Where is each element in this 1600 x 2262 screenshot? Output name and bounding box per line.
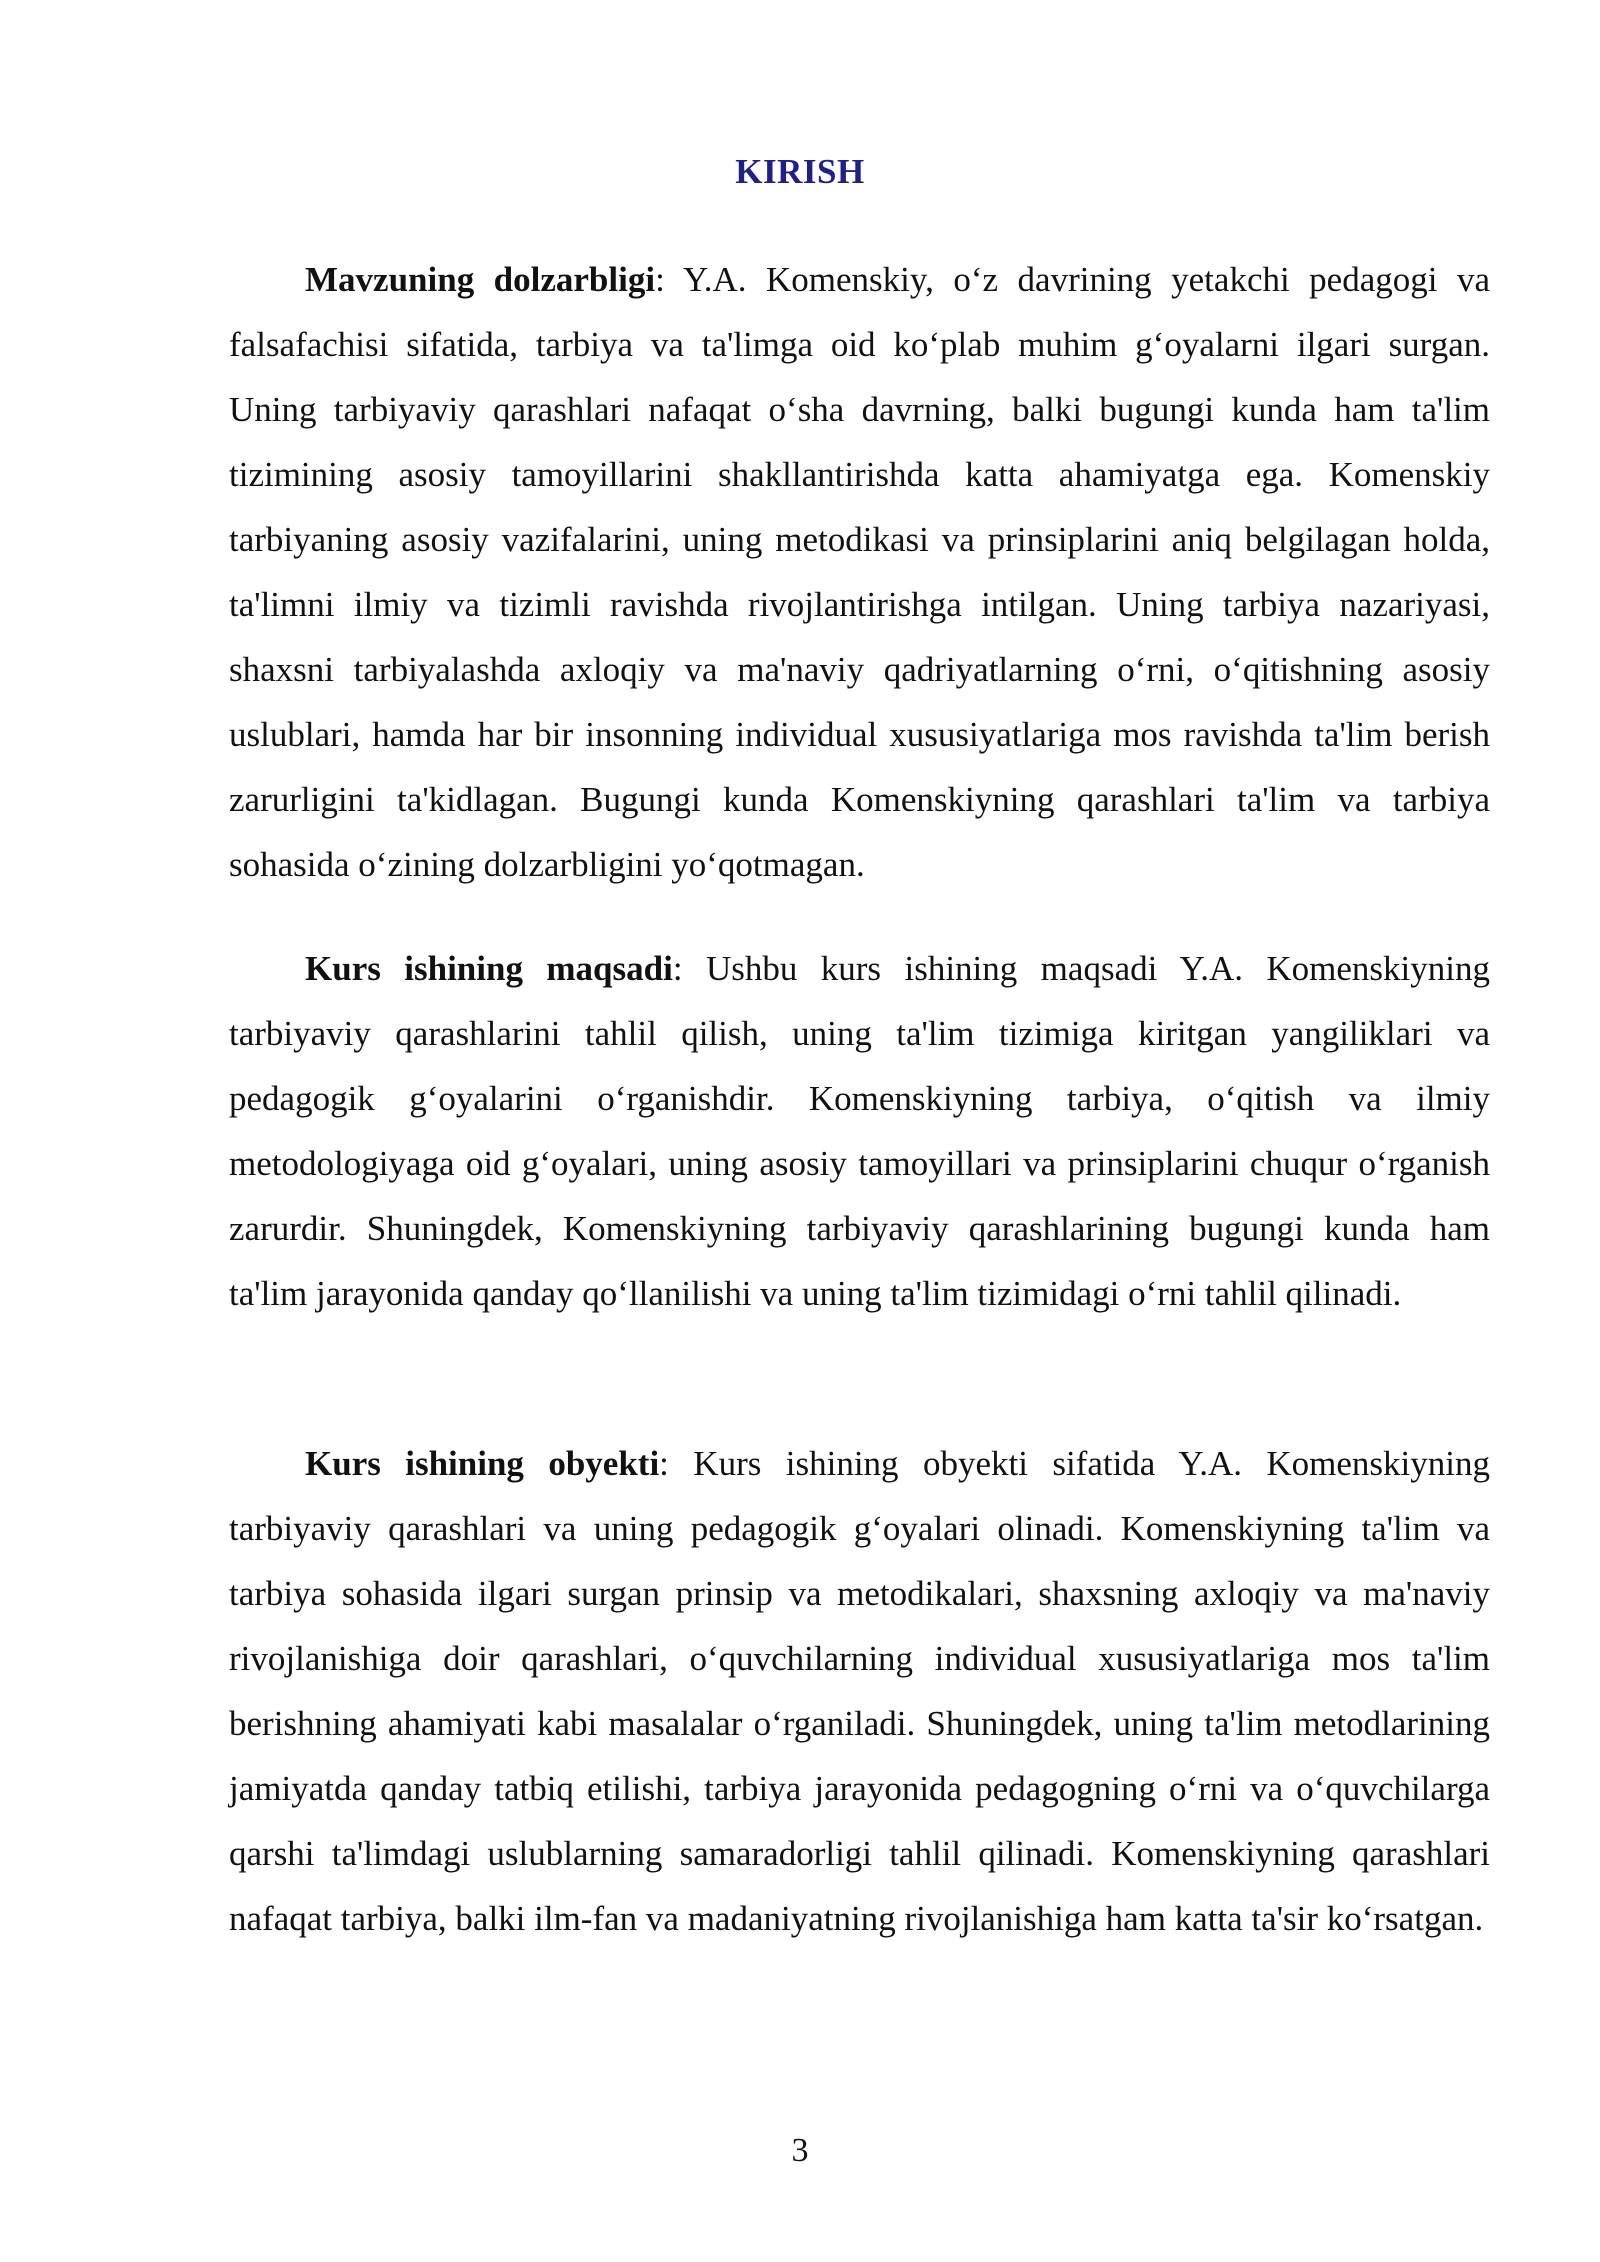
paragraph-separator: :	[655, 260, 665, 299]
page-number: 3	[791, 2132, 809, 2169]
paragraph-text: Ushbu kurs ishining maqsadi Y.A. Komenskiyning tarbiyaviy qarashlarini tahlil qilish, uning ta'lim tizimiga kiritgan yangiliklari va pedagogik g‘oyalarini o‘rganishdir. Komenskiyning tarbiya, o‘qitish va ilmiy metodologiyaga oid g‘oyalari, uning asosiy tamoyillari va prinsiplarini chuqur o‘rganish zarurdir. Shuningdek, Komenskiyning tarbiyaviy qarashlarining bugungi kunda ham ta'lim jarayonida qanday qo‘llanilishi va uning ta'lim tizimidagi o‘rni tahlil qilinadi.	[229, 949, 1491, 1313]
section-heading: KIRISH	[735, 152, 865, 191]
paragraph-separator: :	[659, 1444, 669, 1483]
paragraph-lead: Mavzuning dolzarbligi	[305, 260, 656, 299]
paragraph-separator: :	[672, 949, 683, 988]
paragraph-dolzarblik	[229, 247, 1490, 897]
paragraph-lead: Kurs ishining maqsadi	[305, 949, 673, 988]
paragraph-obyekt	[229, 1431, 1490, 1951]
paragraph-text: Kurs ishining obyekti sifatida Y.A. Komenskiyning tarbiyaviy qarashlari va uning pedagogik g‘oyalari olinadi. Komenskiyning ta'lim va tarbiya sohasida ilgari surgan prinsip va metodikalari, shaxsning axloqiy va ma'naviy rivojlanishiga doir qarashlari, o‘quvchilarning individual xususiyatlariga mos ta'lim berishning ahamiyati kabi masalalar o‘rganiladi. Shuningdek, uning ta'lim metodlarining jamiyatda qanday tatbiq etilishi, tarbiya jarayonida pedagogning o‘rni va o‘quvchilarga qarshi ta'limdagi uslublarning samaradorligi tahlil qilinadi. Komenskiyning qarashlari nafaqat tarbiya, balki ilm-fan va madaniyatning rivojlanishiga ham katta ta'sir ko‘rsatgan.	[229, 1444, 1490, 1938]
paragraph-text: Y.A. Komenskiy, o‘z davrining yetakchi pedagogi va falsafachisi sifatida, tarbiya va ta'limga oid ko‘plab muhim g‘oyalarni ilgari surgan. Uning tarbiyaviy qarashlari nafaqat o‘sha davrning, balki bugungi kunda ham ta'lim tizimining asosiy tamoyillarini shakllantirishda katta ahamiyatga ega. Komenskiy tarbiyaning asosiy vazifalarini, uning metodikasi va prinsiplarini aniq belgilagan holda, ta'limni ilmiy va tizimli ravishda rivojlantirishga intilgan. Uning tarbiya nazariyasi, shaxsni tarbiyalashda axloqiy va ma'naviy qadriyatlarning o‘rni, o‘qitishning asosiy uslublari, hamda har bir insonning individual xususiyatlariga mos ravishda ta'lim berish zarurligini ta'kidlagan. Bugungi kunda Komenskiyning qarashlari ta'lim va tarbiya sohasida o‘zining dolzarbligini yo‘qotmagan.	[229, 260, 1490, 884]
paragraph-lead: Kurs ishining obyekti	[305, 1444, 660, 1483]
paragraph-maqsad	[229, 936, 1490, 1326]
